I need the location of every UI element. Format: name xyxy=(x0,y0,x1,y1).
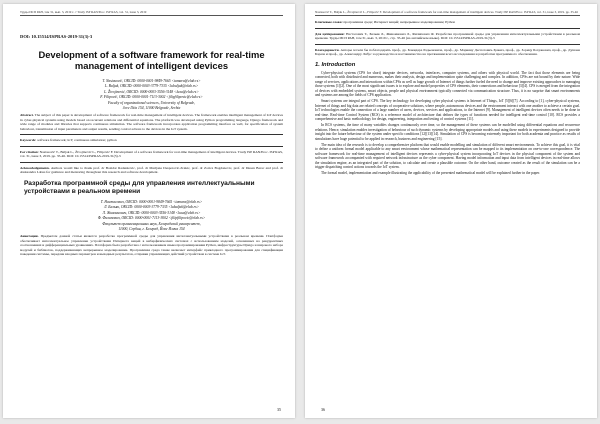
abstract-text: The subject of this paper is development of software framework for real-time management of intelligent devices. The framework enables intelligent management of IoT devices in cyber-physical systems using models based on recurrent relations and differential equations. The platform was developed using Python programming language, Django framework and wide range of modules and libraries that supports continuous simulation. The software framework incorporates application programming interface as well, for specification of system behaviour, transmission of input parameters and output results, sending control actions to the devices in the IoT system. xyxy=(20,113,284,131)
right-page xyxy=(305,4,597,418)
author-line: Л. Бальяк, ORCID: 0000-0003-3779-7335 <lubaljak@elab.rs> xyxy=(103,205,200,210)
keywords-label: Ключевые слова: xyxy=(315,20,343,24)
author-line: Ф. Филипович, ORCID: 0000-0001-7113-3002 <filipfilipovic@elab.rs> xyxy=(97,216,206,221)
body-paragraph: Cyber-physical systems (CPS for short) integrate devices, networks, interfaces, computer systems, and others with physical world. The fact that those elements are being connected, both with distributed and numerous, makes their analysis, design and implementation quite challenging and complex. In addition, CPSs are not bound by their nature. Wide range of services, applications and interactions within CPSs as well as huge growth of Internet of things further fueled the need to change and improve existing approaches to managing those systems [1][2]. One of the most significant issues is to explore and model properties of CPS elements, their connections and behaviour [3][4]. CPS is merged from the integration of devices with embedded systems, smart objects, people and physical environment typically connected via communication structure. Thus, it is no surprise that smart environments and systems are among the fields of CPS application. xyxy=(315,70,580,97)
abstract xyxy=(20,113,283,131)
annotation-text: Предметом данной статьи является разработка программной среды для управления интеллектуальными устройствами в реальном времени. Платформа обеспечивает интеллектуальное управление устройствами Интернета вещей в киберфизических системах с использованием моделей, основанных на рекуррентных соотношениях и дифференциальных уравнениях. Платформа была разработана с использованием языка программирования Python, инфраструктуры Django и широкого набора модулей и библиотек, поддерживающих непрерывное моделирование. Программная среда также включает интерфейс прикладного программирования для спецификации поведения системы, передачи входных параметров и выходных результатов, отправки управляющих действий устройствам в системе IoT. xyxy=(20,234,284,257)
divider xyxy=(315,28,580,29)
affiliation-line: 11000, Сербия, г. Белград, Йове Илича 154 xyxy=(118,226,185,231)
keywords-label: Keywords: xyxy=(20,138,37,143)
author-line: L. Živojinović, ORCID: 0000-0003-3556-3148 <luxa@elab.rs> xyxy=(104,89,199,94)
author-line: Л. Живоинович, ORCID: 0000-0003-3556-3148 <luxa@elab.rs> xyxy=(102,210,201,215)
page-number: 36 xyxy=(321,407,325,412)
divider xyxy=(20,162,283,163)
thanks-label: Благодарности. xyxy=(315,47,340,52)
thanks-ru xyxy=(315,48,580,57)
thanks-text: Авторы хотели бы поблагодарить проф., др. Божидара Радьеновича, проф., др. Марияну Деспотович-Зракич, проф., др. Зорицу Богданович, проф., др. Душана Барача и проф., др. Александру Лябус за руководство и наставничество на протяжении всего исследования и разработки программного обеспечения. xyxy=(315,47,580,56)
annotation-label: Аннотация. xyxy=(20,234,39,239)
citation-ru xyxy=(315,32,580,41)
body-paragraph: The formal model, implementation and example illustrating the applicability of the presented mathematical model will be explained further in the paper. xyxy=(321,171,540,175)
citation xyxy=(20,150,283,159)
left-page xyxy=(3,4,295,418)
body-paragraph: Smart systems are integral part of CPS. The key technology for developing cyber physical systems is Internet of Things, IoT [5][6][7]. According to [1], cyber-physical systems, Internet of things and big data are related concepts of cooperative solutions, where people, autonomous devices and the environment interact with one another to achieve a certain goal. IoT technologies enable the connection of a large number of users, devices, services and applications, to the Internet [9]. Management of intelligent devices often needs to be done in real-time. Real-time Control System (RCS) is a reference model of architecture that defines the types of functions needed for intelligent real-time control [10]. RCS provides a comprehensive and basic methodology for design, engineering, integration and testing of control systems [11]. xyxy=(315,99,580,121)
divider xyxy=(315,44,580,45)
running-head: Труды ИСП РАН, том 31, вып. 3, 2019 г. // Trudy ISP RAN/Proc. ISP RAS, vol. 31, issue 3, 2019 xyxy=(20,10,283,16)
divider xyxy=(20,146,283,147)
page-number: 35 xyxy=(277,407,281,412)
citation-text: Настасович Т., Бальяк Л., Живоинович Л., Филипович Ф. Разработка программной среды для управления интеллектуальными устройствами в реальном времени. Труды ИСП РАН, том 31, вып. 3, 2019 г., стр. 35-46 (на английском языке). DOI: 10.15514/ISPRAS-2019-31(3)-3 xyxy=(315,31,580,40)
ack-label: Acknowledgements. xyxy=(20,165,50,170)
paper-title: Development of a software framework for real-time management of intelligent devices xyxy=(38,49,265,71)
affiliation-line: Факультет организационных наук, Белградский университет, xyxy=(102,221,201,226)
abstract-label: Abstract. xyxy=(20,113,34,118)
author-line: Т. Настасович, ORCID: 0000-0001-9849-7665 <tamara@elab.rs> xyxy=(100,199,203,204)
citation-label: For citation: xyxy=(20,149,39,154)
author-line: T. Nastasović, ORCID: 0000-0001-9849-7665 <tamara@elab.rs> xyxy=(102,79,201,83)
author-line: L. Baljak, ORCID: 0000-0003-3779-7335 <lubaljak@elab.rs> xyxy=(104,84,199,89)
keywords-ru xyxy=(315,20,580,25)
body-paragraph: In RCS systems, the time of many variables changes continuously over time, so the management of these systems can be modelled using differential equations and recurrence relations. Hence, simulation enables investigation of behaviour of such dynamic systems by developing appropriate models and using these models in experiments designed to provide insight into the future behaviour of the system under specific conditions [12][13][14]. Simulation of CPS is becoming extremely important for both academia and practice as results of simulations have huge potential to be applied in research, business and engineering [15]. xyxy=(315,123,580,141)
acknowledgements xyxy=(20,166,283,175)
ack-text: Authors would like to thank prof. dr Bozidar Radenkovic, prof. dr Marijana Despotovic-Zrakic, prof. dr Zorica Bogdanovic, prof. dr Dusan Barac and prof. dr Aleksandra Labus for guidance and mentoring throughout this research and software development. xyxy=(20,165,283,175)
body-paragraph: The main idea of the research is to develop a comprehensive platform that would enable modelling and simulation of different smart environments. To achieve this goal, it is vital to define a uniform formal model applicable to any smart environment whose mathematical representation can be mapped to its implementation on one-to-one correspondence. The software framework for real-time management of intelligent devices represents a cyber-physical system incorporating IoT devices in the physical component of the system and software framework accompanied with required network infrastructure as the cyber component. Having model information and input data from intelligent devices in real-time allows the simulation engine, as an integrated part of the solution, to calculate and create a plausible outcome. On the other hand, outcome created as the result of the simulation can be a trigger dispatching control actions towards the IoT system. xyxy=(315,142,580,169)
keywords-text: программная среда; Интернет вещей; непрерывное моделирование; Python xyxy=(343,20,456,24)
running-head: Nastasović T., Baljak L., Živojinović L., Filipović F. Development of a software framework for real-time management of intelligent devices. Trudy ISP RAN/Proc. ISP RAS, vol. 31, issue 3, 2019. pp. 35-46 xyxy=(315,10,580,16)
keywords-text: software framework; IoT; continuous simulation; python xyxy=(37,138,117,143)
divider xyxy=(20,134,283,135)
doi: DOI: 10.15514/ISPRAS-2019-31(3)-3 xyxy=(20,34,93,39)
citation-label: Для цитирования: xyxy=(315,31,345,36)
citation-text: Nastasović T., Baljak L., Živojinović L., Filipović F. Development of a software framework for real-time management of intelligent devices. Trudy ISP RAN/Proc. ISP RAS, vol. 31, issue 3, 2019. pp. 35-46. DOI: 10.15514/ISPRAS-2019-31(3)-3 xyxy=(20,149,283,159)
section-heading: 1. Introduction xyxy=(315,61,356,68)
affiliation-line: Faculty of organizational sciences, University of Belgrade, xyxy=(107,100,196,105)
author-line: F. Filipović, ORCID: 0000-0001-7113-3002 <filipfilipovic@elab.rs> xyxy=(100,95,203,100)
author-list-ru xyxy=(20,200,283,232)
keywords xyxy=(20,138,283,143)
affiliation-line: Jove Ilića 154, 11000 Belgrade, Serbia xyxy=(122,106,181,111)
annotation-ru xyxy=(20,234,283,257)
author-list xyxy=(20,79,283,111)
paper-title-ru: Разработка программной среды для управления интеллектуальными устройствами в реальном времени xyxy=(24,179,255,195)
